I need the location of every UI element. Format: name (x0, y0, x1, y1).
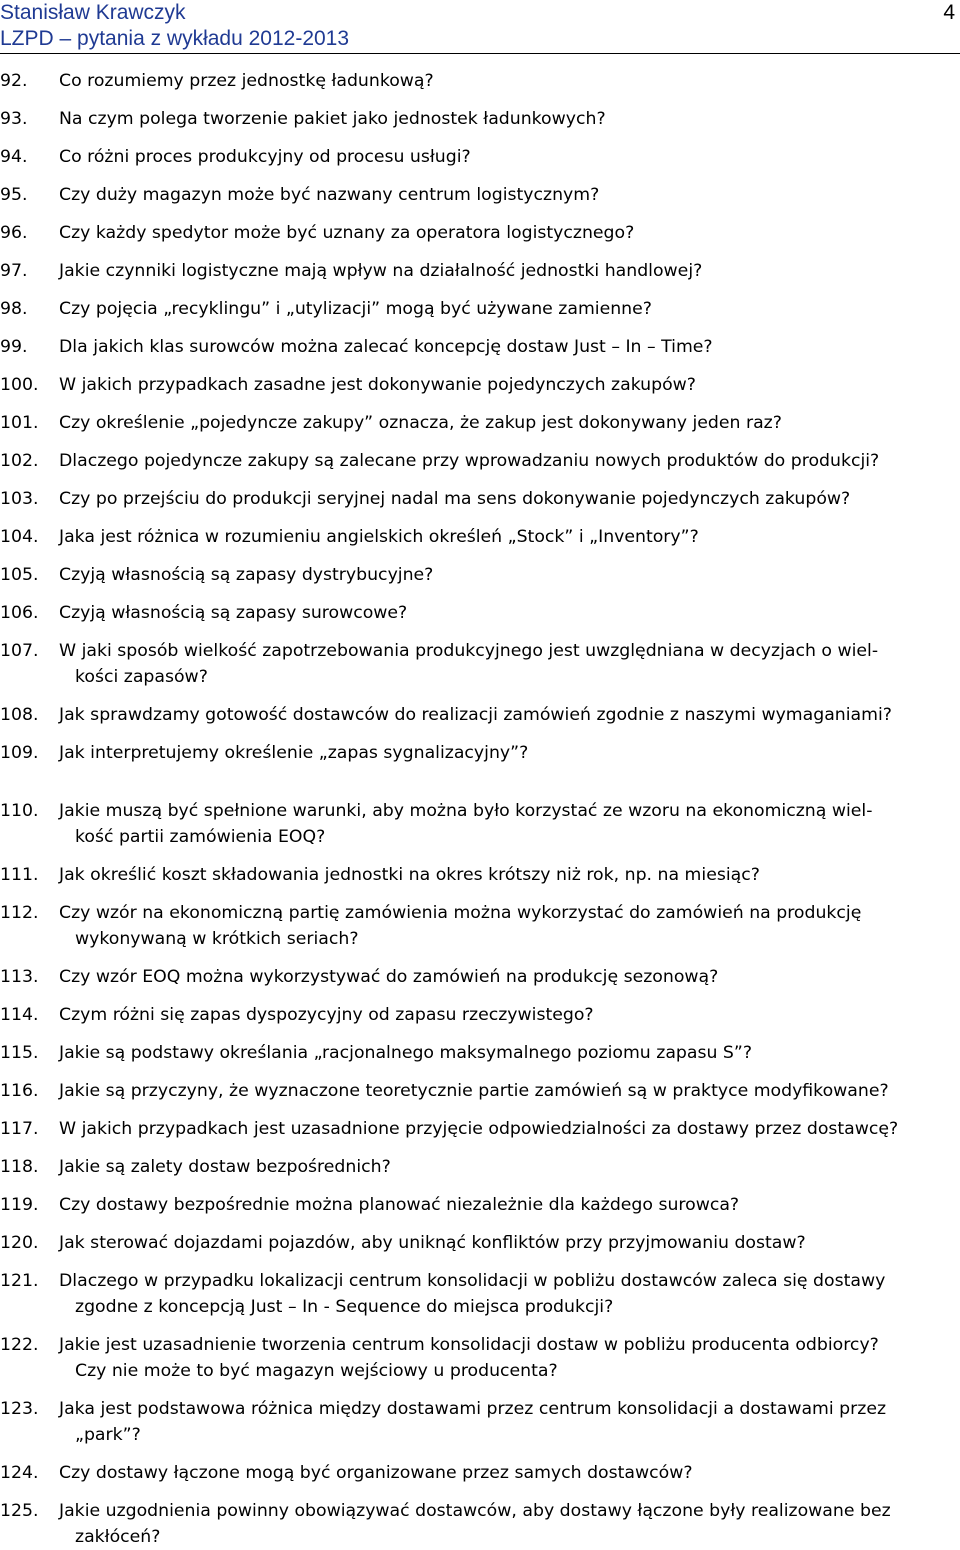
question-text (59, 334, 713, 360)
question-number: 120. (0, 1233, 39, 1253)
question-number: 108. (0, 705, 39, 725)
question-text (59, 1192, 739, 1218)
question-number: 119. (0, 1195, 39, 1215)
question-line: Jakie jest uzasadnienie tworzenia centrum konsolidacji dostaw w pobliżu producenta odbiorcy? (59, 1335, 879, 1355)
question-line: wykonywaną w krótkich seriach? (75, 929, 359, 949)
question-number: 113. (0, 967, 39, 987)
question-number: 100. (0, 375, 39, 395)
question-text (59, 1040, 752, 1066)
question-text (59, 1078, 889, 1104)
question-line: Czy pojęcia „recyklingu” i „utylizacji” mogą być używane zamienne? (59, 299, 652, 319)
question-text (59, 562, 433, 588)
header-divider (0, 53, 960, 54)
question-number: 112. (0, 903, 39, 923)
question-line: Jakie są przyczyny, że wyznaczone teoretycznie partie zamówień są w praktyce modyfikowane? (59, 1081, 889, 1101)
question-line: Co rozumiemy przez jednostkę ładunkową? (59, 71, 434, 91)
question-number: 123. (0, 1399, 39, 1419)
question-text (59, 1498, 891, 1550)
question-line: Jakie są podstawy określania „racjonalnego maksymalnego poziomu zapasu S”? (59, 1043, 753, 1063)
question-line: Jak określić koszt składowania jednostki na okres krótszy niż rok, np. na miesiąc? (59, 865, 760, 885)
document-subtitle: LZPD – pytania z wykładu 2012-2013 (0, 27, 350, 50)
question-line: Jak sprawdzamy gotowość dostawców do realizacji zamówień zgodnie z naszymi wymaganiami? (59, 705, 892, 725)
question-line: Jakie muszą być spełnione warunki, aby można było korzystać ze wzoru na ekonomiczną wiel- (59, 801, 873, 821)
question-number: 116. (0, 1081, 39, 1101)
question-number: 103. (0, 489, 39, 509)
question-line: Czyją własnością są zapasy dystrybucyjne? (59, 565, 434, 585)
page-header (0, 0, 960, 54)
question-number: 96. (0, 223, 28, 243)
question-line: kość partii zamówienia EOQ? (75, 827, 326, 847)
question-line: Jaka jest różnica w rozumieniu angielskich określeń „Stock” i „Inventory”? (59, 527, 699, 547)
question-number: 111. (0, 865, 39, 885)
question-line: Jakie są zalety dostaw bezpośrednich? (59, 1157, 391, 1177)
question-text (59, 410, 782, 436)
question-number: 104. (0, 527, 39, 547)
question-text (59, 1268, 885, 1320)
question-text (59, 1116, 898, 1142)
question-number: 110. (0, 801, 39, 821)
question-line: Jaka jest podstawowa różnica między dostawami przez centrum konsolidacji a dostawami przez (59, 1399, 887, 1419)
question-text (59, 220, 634, 246)
question-text (59, 1396, 886, 1448)
question-text (59, 862, 760, 888)
question-number: 102. (0, 451, 39, 471)
question-line: zakłóceń? (75, 1527, 161, 1547)
question-text (59, 638, 878, 690)
question-text (59, 702, 892, 728)
question-line: Jakie uzgodnienia powinny obowiązywać dostawców, aby dostawy łączone były realizowane bez (59, 1501, 891, 1521)
question-number: 105. (0, 565, 39, 585)
question-line: Co różni proces produkcyjny od procesu usługi? (59, 147, 471, 167)
question-number: 93. (0, 109, 28, 129)
question-line: Czy dostawy łączone mogą być organizowane przez samych dostawców? (59, 1463, 693, 1483)
question-line: Dlaczego pojedyncze zakupy są zalecane przy wprowadzaniu nowych produktów do produkcji? (59, 451, 880, 471)
question-text (59, 524, 699, 550)
question-number: 115. (0, 1043, 39, 1063)
question-text (59, 1332, 879, 1384)
question-text (59, 964, 718, 990)
question-line: zgodne z koncepcją Just – In - Sequence do miejsca produkcji? (75, 1297, 614, 1317)
question-text (59, 296, 652, 322)
question-number: 122. (0, 1335, 39, 1355)
page-number: 4 (943, 1, 955, 24)
question-line: Czy dostawy bezpośrednie można planować niezależnie dla każdego surowca? (59, 1195, 740, 1215)
question-number: 92. (0, 71, 28, 91)
question-number: 101. (0, 413, 39, 433)
question-text (59, 798, 872, 850)
question-line: Czy każdy spedytor może być uznany za operatora logistycznego? (59, 223, 635, 243)
question-line: Jakie czynniki logistyczne mają wpływ na działalność jednostki handlowej? (59, 261, 703, 281)
question-line: Dlaczego w przypadku lokalizacji centrum konsolidacji w pobliżu dostawców zaleca się dostawy (59, 1271, 886, 1291)
question-text (59, 1230, 806, 1256)
question-line: Na czym polega tworzenie pakiet jako jednostek ładunkowych? (59, 109, 606, 129)
question-line: Czym różni się zapas dyspozycyjny od zapasu rzeczywistego? (59, 1005, 594, 1025)
question-text (59, 1460, 693, 1486)
question-number: 94. (0, 147, 28, 167)
question-text (59, 448, 879, 474)
question-text (59, 740, 528, 766)
question-line: Czy określenie „pojedyncze zakupy” oznacza, że zakup jest dokonywany jeden raz? (59, 413, 782, 433)
question-text (59, 106, 606, 132)
question-text (59, 600, 407, 626)
author-name: Stanisław Krawczyk (0, 1, 186, 24)
question-line: W jaki sposób wielkość zapotrzebowania produkcyjnego jest uwzględniana w decyzjach o wiel- (59, 641, 879, 661)
question-text (59, 258, 702, 284)
question-text (59, 1154, 391, 1180)
question-text (59, 486, 850, 512)
question-line: kości zapasów? (75, 667, 208, 687)
question-number: 107. (0, 641, 39, 661)
question-line: W jakich przypadkach jest uzasadnione przyjęcie odpowiedzialności za dostawy przez dostawcę? (59, 1119, 899, 1139)
question-number: 109. (0, 743, 39, 763)
question-number: 114. (0, 1005, 39, 1025)
question-number: 99. (0, 337, 28, 357)
question-number: 106. (0, 603, 39, 623)
question-line: Czy po przejściu do produkcji seryjnej nadal ma sens dokonywanie pojedynczych zakupów? (59, 489, 851, 509)
question-line: Jak sterować dojazdami pojazdów, aby uniknąć konfliktów przy przyjmowaniu dostaw? (59, 1233, 806, 1253)
question-number: 125. (0, 1501, 39, 1521)
question-number: 124. (0, 1463, 39, 1483)
question-number: 121. (0, 1271, 39, 1291)
question-text (59, 1002, 594, 1028)
question-line: Czy duży magazyn może być nazwany centrum logistycznym? (59, 185, 600, 205)
question-line: Dla jakich klas surowców można zalecać koncepcję dostaw Just – In – Time? (59, 337, 713, 357)
question-line: W jakich przypadkach zasadne jest dokonywanie pojedynczych zakupów? (59, 375, 696, 395)
question-line: Jak interpretujemy określenie „zapas sygnalizacyjny”? (59, 743, 529, 763)
question-number: 98. (0, 299, 28, 319)
question-text (59, 144, 471, 170)
question-text (59, 372, 696, 398)
question-text (59, 182, 599, 208)
question-line: Czy wzór na ekonomiczną partię zamówienia można wykorzystać do zamówień na produkcję (59, 903, 862, 923)
question-line: „park”? (75, 1425, 141, 1445)
question-line: Czy nie może to być magazyn wejściowy u producenta? (75, 1361, 558, 1381)
question-line: Czy wzór EOQ można wykorzystywać do zamówień na produkcję sezonową? (59, 967, 719, 987)
question-number: 117. (0, 1119, 39, 1139)
question-number: 95. (0, 185, 28, 205)
question-line: Czyją własnością są zapasy surowcowe? (59, 603, 408, 623)
question-number: 97. (0, 261, 28, 281)
question-number: 118. (0, 1157, 39, 1177)
question-text (59, 900, 861, 952)
question-text (59, 68, 434, 94)
